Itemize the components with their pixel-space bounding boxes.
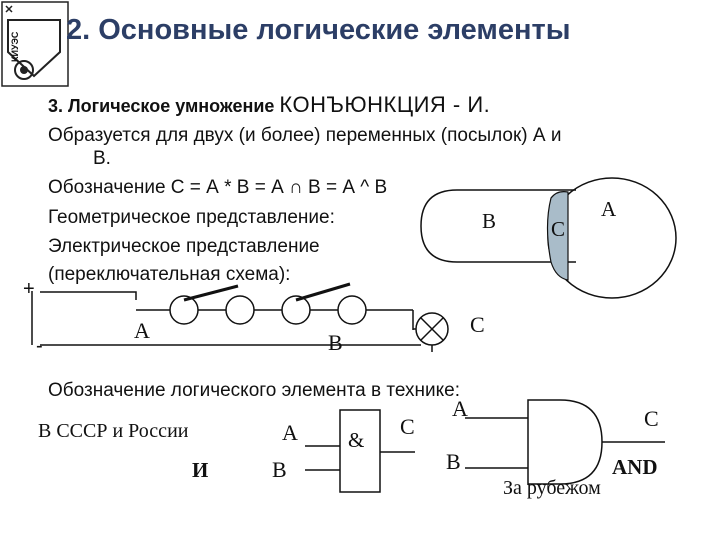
notation-line: Обозначение С = А * В = А ∩ В = А ^ В [48, 177, 388, 198]
intl-input-b: В [446, 449, 461, 474]
venn-label-b: В [482, 209, 497, 233]
ussr-output: С [400, 414, 415, 439]
intl-output: С [644, 406, 659, 431]
venn-diagram [421, 178, 676, 298]
switch-a-label: А [134, 318, 150, 343]
intl-gate-name: AND [612, 455, 658, 479]
ussr-caption: В СССР и России [38, 420, 189, 442]
lamp-label: С [470, 312, 485, 337]
switch-b-label: В [328, 330, 343, 355]
ussr-input-b: В [272, 457, 287, 482]
venn-label-a: А [601, 197, 617, 221]
ussr-input-a: А [282, 420, 298, 445]
subtitle-term: КОНЪЮНКЦИЯ - И. [279, 92, 491, 117]
tech-notation-line: Обозначение логического элемента в технике: [48, 380, 460, 401]
definition-line-cont: В. [93, 148, 111, 169]
logo-text: КИУЭС [10, 31, 20, 62]
page-title: 2. Основные логические элементы [66, 14, 571, 46]
switch-b-blade [296, 284, 350, 300]
ussr-gate-name: И [192, 458, 209, 482]
intl-caption: За рубежом [503, 477, 601, 499]
intl-input-a: А [452, 396, 468, 421]
geometric-line: Геометрическое представление: [48, 207, 335, 228]
subtitle-lead: 3. Логическое умножение [48, 96, 280, 116]
switching-line: (переключательная схема): [48, 264, 291, 285]
minus-terminal: - [36, 335, 43, 357]
subtitle [48, 92, 490, 118]
venn-label-c: С [551, 217, 566, 241]
switch-a-blade [184, 286, 238, 300]
plus-terminal: + [23, 278, 35, 300]
definition-line: Образуется для двух (и более) переменных (посылок) А и [48, 125, 562, 146]
circuit-diagram [32, 284, 448, 352]
ussr-and-symbol: & [348, 428, 365, 452]
electric-line: Электрическое представление [48, 236, 320, 257]
